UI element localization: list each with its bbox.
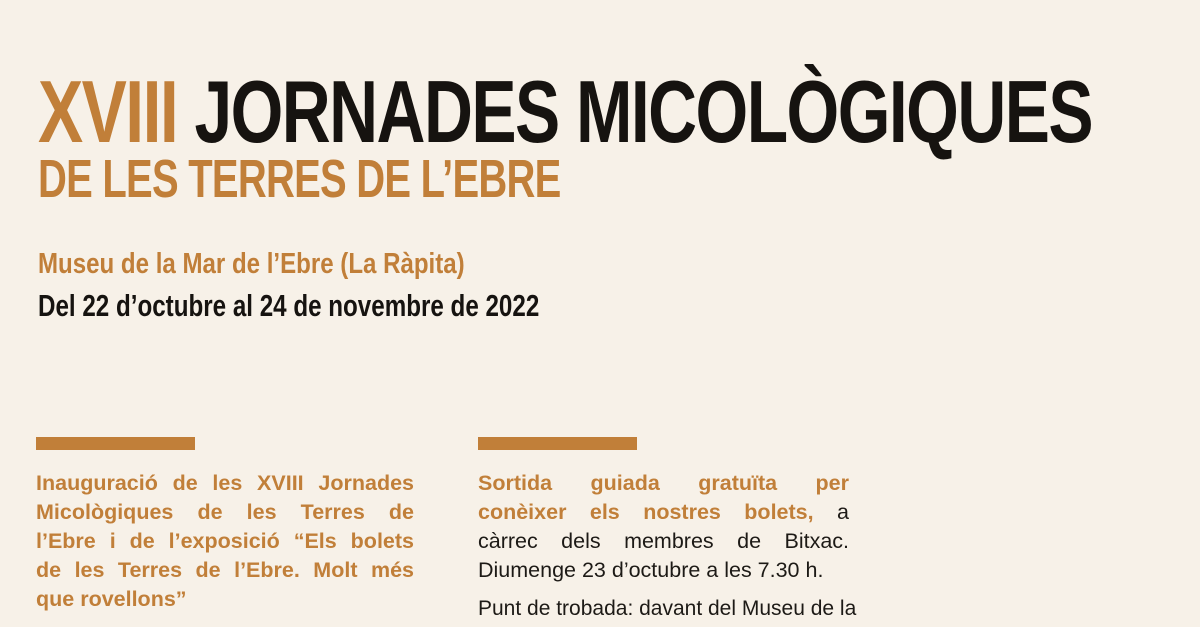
text-line: conèixer els nostres bolets, a (478, 500, 849, 524)
text-line: Diumenge 23 d’octubre a les 7.30 h. (478, 558, 824, 582)
inauguration-paragraph (36, 469, 414, 614)
title-edition-number: XVIII (38, 62, 195, 161)
text-line: que rovellons” (36, 587, 187, 611)
text-line: de les Terres de l’Ebre. Molt més (36, 558, 414, 582)
column-guided-outing (478, 437, 857, 623)
dates-text: Del 22 d’octubre al 24 de novembre de 2022 (38, 288, 540, 323)
text-line: Sortida guiada gratuïta per (478, 471, 849, 495)
outing-paragraph (478, 469, 849, 585)
section-divider-bar (478, 437, 637, 450)
text-line: Punt de trobada: davant del Museu de la (478, 597, 857, 620)
section-divider-bar (36, 437, 195, 450)
meeting-point-paragraph (478, 594, 857, 623)
text-line: Inauguració de les XVIII Jornades (36, 471, 414, 495)
column-inauguration (36, 437, 414, 614)
text-line: Micològiques de les Terres de (36, 500, 414, 524)
venue-text: Museu de la Mar de l’Ebre (La Ràpita) (38, 248, 465, 280)
text-line: l’Ebre i de l’exposició “Els bolets (36, 529, 414, 553)
text-line: càrrec dels membres de Bitxac. (478, 529, 849, 553)
title-main-text: JORNADES MICOLÒGIQUES (194, 62, 1093, 161)
page-subtitle: DE LES TERRES DE L’EBRE (38, 149, 561, 209)
page-title (38, 62, 1093, 161)
